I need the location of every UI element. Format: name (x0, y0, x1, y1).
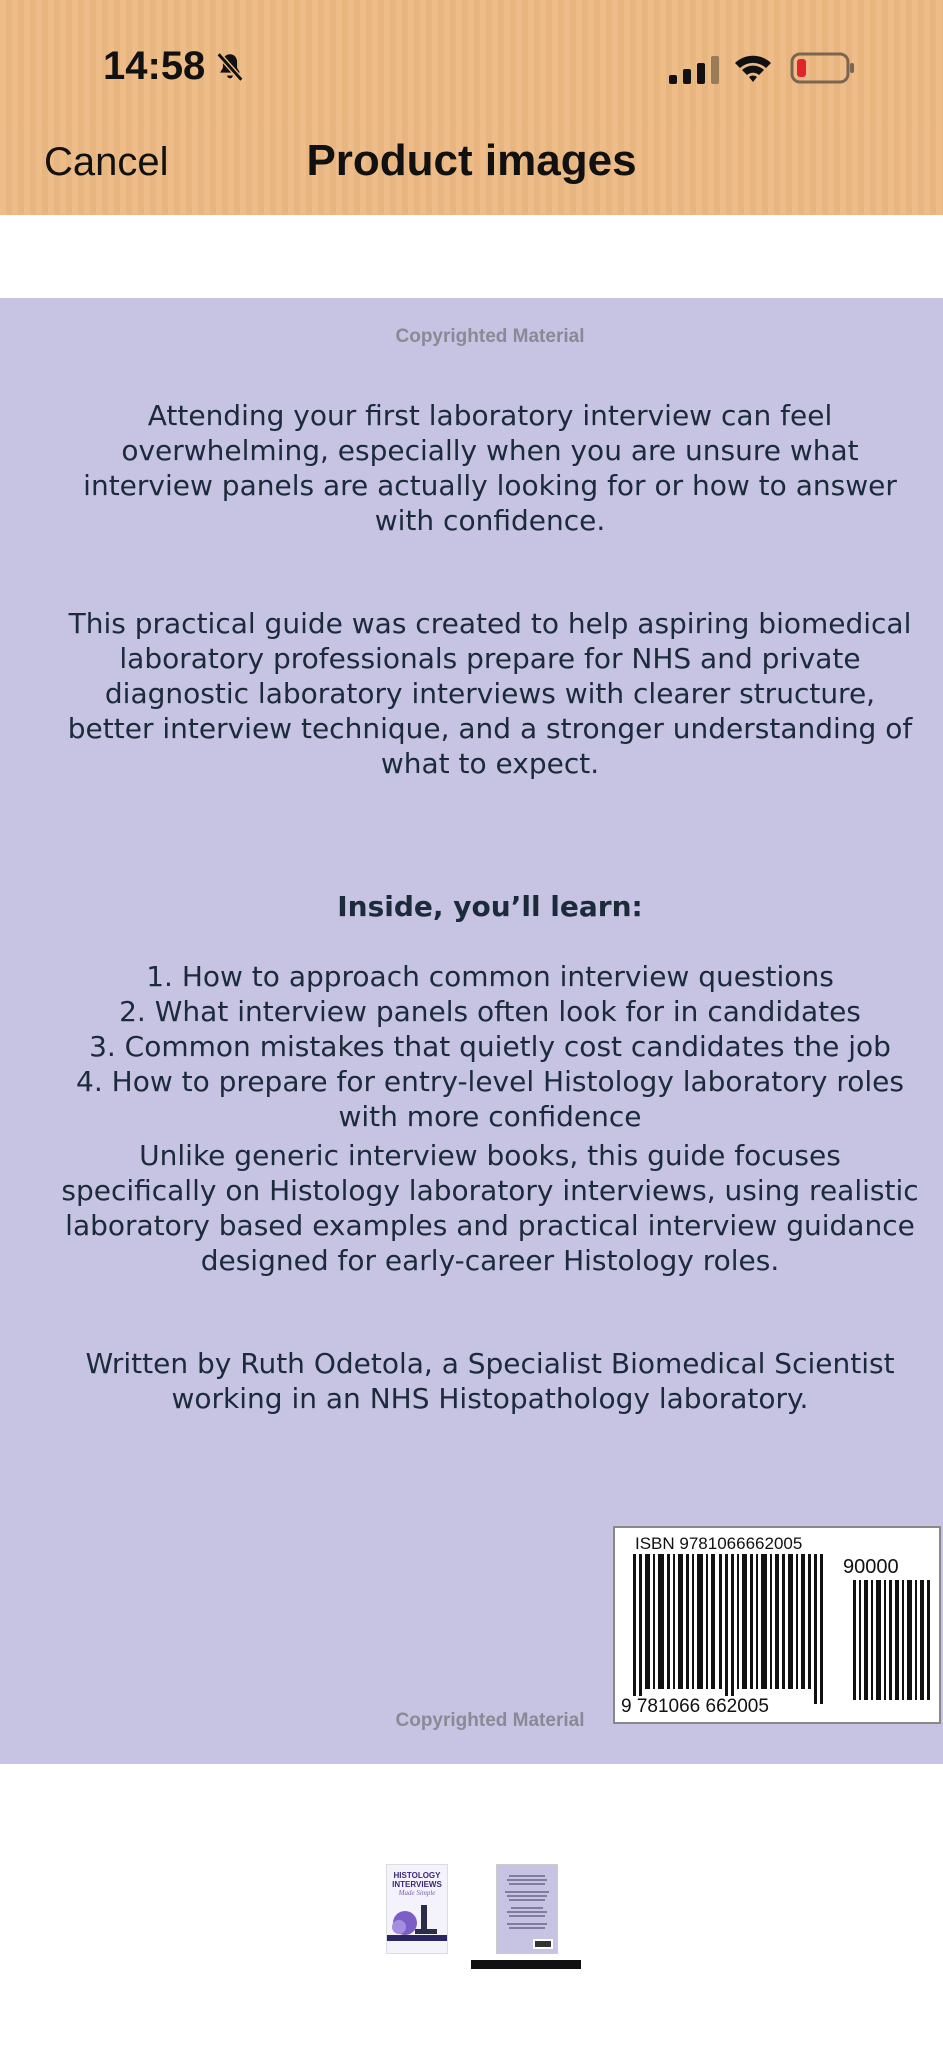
thumbnail-back-cover[interactable] (496, 1864, 558, 1954)
thumbnail-front-cover[interactable] (386, 1864, 448, 1954)
barcode-digits: 9 781066 662005 (621, 1696, 769, 1717)
thumb-front-subtitle: Made Simple (398, 1889, 436, 1897)
cover-paragraph-3: Unlike generic interview books, this guide focuses specifically on Histology laboratory interviews, using realistic laboratory based examples and practical interview guidance designed for early-career Histology roles. (61, 1139, 919, 1277)
cover-paragraph-4: Written by Ruth Odetola, a Specialist Biomedical Scientist working in an NHS Histopathology laboratory. (85, 1347, 895, 1415)
bell-slash-icon (213, 50, 247, 84)
copyright-mark-top: Copyrighted Material (395, 326, 585, 347)
microscope-icon (387, 1897, 447, 1941)
wifi-icon (733, 52, 773, 84)
selected-thumbnail-indicator (471, 1960, 581, 1969)
thumb-front-title-1: HISTOLOGY (393, 1871, 441, 1880)
learn-list: 1. How to approach common interview questions 2. What interview panels often look for in candidates 3. Common mistakes that quietly cost candidates the job 4. How to prepare for entry-level Histology laboratory roles with more confidence (76, 960, 904, 1133)
cancel-button[interactable]: Cancel (44, 140, 169, 184)
learn-heading: Inside, you’ll learn: (337, 890, 643, 923)
copyright-mark-bottom: Copyrighted Material (395, 1710, 585, 1731)
isbn-label: ISBN 9781066662005 (635, 1534, 803, 1553)
isbn-barcode (613, 1526, 941, 1724)
back-cover-thumb-icon (497, 1865, 557, 1953)
learn-section (40, 854, 940, 1134)
signal-icon (669, 56, 719, 84)
thumb-front-title-2: INTERVIEWS (392, 1880, 442, 1889)
page-title: Product images (306, 136, 637, 185)
cover-paragraph-1: Attending your first laboratory interview can feel overwhelming, especially when you are unsure what interview panels are actually looking for or how to answer with confidence. (83, 399, 897, 537)
cover-paragraph-2: This practical guide was created to help aspiring biomedical laboratory professionals prepare for NHS and private diagnostic laboratory interviews with clearer structure, better interview technique, and a stronger understanding of what to expect. (67, 607, 913, 780)
nav-header (0, 0, 943, 215)
status-time-text: 14:58 (103, 44, 206, 88)
status-time (103, 44, 247, 89)
barcode-addon-icon (853, 1580, 933, 1700)
barcode-main-icon (633, 1554, 833, 1704)
battery-low-icon (790, 52, 856, 84)
product-image-back-cover[interactable] (0, 298, 943, 1764)
price-code: 90000 (843, 1556, 899, 1578)
